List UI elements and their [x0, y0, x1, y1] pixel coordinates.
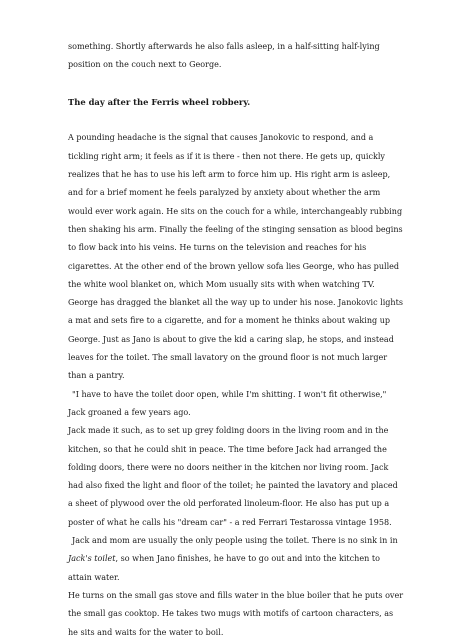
- dialogue-line: "I have to have the toilet door open, while I'm shitting. I won't fit otherwise,": [72, 389, 387, 399]
- paragraph-gap: [68, 75, 398, 93]
- text-line: cigarettes. At the other end of the brown yellow sofa lies George, who has pulled: [68, 261, 400, 271]
- text-line: the small gas cooktop. He takes two mugs with motifs of cartoon characters, as: [68, 609, 394, 619]
- text-line: position on the couch next to George.: [68, 60, 222, 70]
- document-body: [68, 38, 404, 642]
- text-line: realizes that he has to use his left arm to force him up. His right arm is asleep,: [68, 170, 391, 180]
- text-line: kitchen, so that he could shit in peace. The time before Jack had arranged the: [68, 444, 387, 454]
- text-line: Jack groaned a few years ago.: [68, 407, 191, 417]
- text-line: a mat and sets fire to a cigarette, and for a moment he thinks about waking up: [68, 316, 391, 326]
- text-line: a sheet of plywood over the old perforated linoleum-floor. He also has put up a: [68, 499, 390, 509]
- paragraph-gap: [68, 111, 398, 129]
- text-line: He turns on the small gas stove and fills water in the blue boiler that he puts over: [68, 590, 404, 600]
- text-line: Jack and mom are usually the only people using the toilet. There is no sink in in: [72, 536, 398, 546]
- text-line: and for a brief moment he feels paralyzed by anxiety about whether the arm: [68, 188, 381, 198]
- text-fragment: , so when Jano finishes, he have to go out and into the kitchen to: [115, 554, 380, 564]
- text-line-with-italic: [68, 550, 398, 568]
- text-line: George has dragged the blanket all the way up to under his nose. Janokovic lights: [68, 298, 403, 308]
- text-line: had also fixed the light and floor of the toilet; he painted the lavatory and placed: [68, 481, 398, 491]
- text-line: A pounding headache is the signal that causes Janokovic to respond, and a: [68, 133, 374, 143]
- section-heading: The day after the Ferris wheel robbery.: [68, 96, 251, 107]
- text-line: the white wool blanket on, which Mom usually sits with when watching TV.: [68, 279, 375, 289]
- text-line: poster of what he calls his "dream car" - a red Ferrari Testarossa vintage 1958.: [68, 517, 392, 527]
- text-line: tickling right arm; it feels as if it is there - then not there. He gets up, quickly: [68, 151, 385, 161]
- text-line: something. Shortly afterwards he also falls asleep, in a half-sitting half-lying: [68, 42, 380, 51]
- text-line: would ever work again. He sits on the couch for a while, interchangeably rubbing: [68, 206, 403, 216]
- text-line: Jack made it such, as to set up grey folding doors in the living room and in the: [68, 426, 389, 436]
- text-line: George. Just as Jano is about to give the kid a caring slap, he stops, and instead: [68, 334, 394, 344]
- text-line: folding doors, there were no doors neither in the kitchen nor living room. Jack: [68, 462, 389, 472]
- text-line: to flow back into his veins. He turns on the television and reaches for his: [68, 243, 367, 253]
- text-line: he sits and waits for the water to boil.: [68, 627, 224, 637]
- text-line: then shaking his arm. Finally the feeling of the stinging sensation as blood begins: [68, 224, 403, 234]
- italic-phrase: Jack's toilet: [68, 554, 116, 564]
- text-line: leaves for the toilet. The small lavatory on the ground floor is not much larger: [68, 353, 388, 363]
- text-line: attain water.: [68, 572, 120, 582]
- text-line: than a pantry.: [68, 371, 125, 381]
